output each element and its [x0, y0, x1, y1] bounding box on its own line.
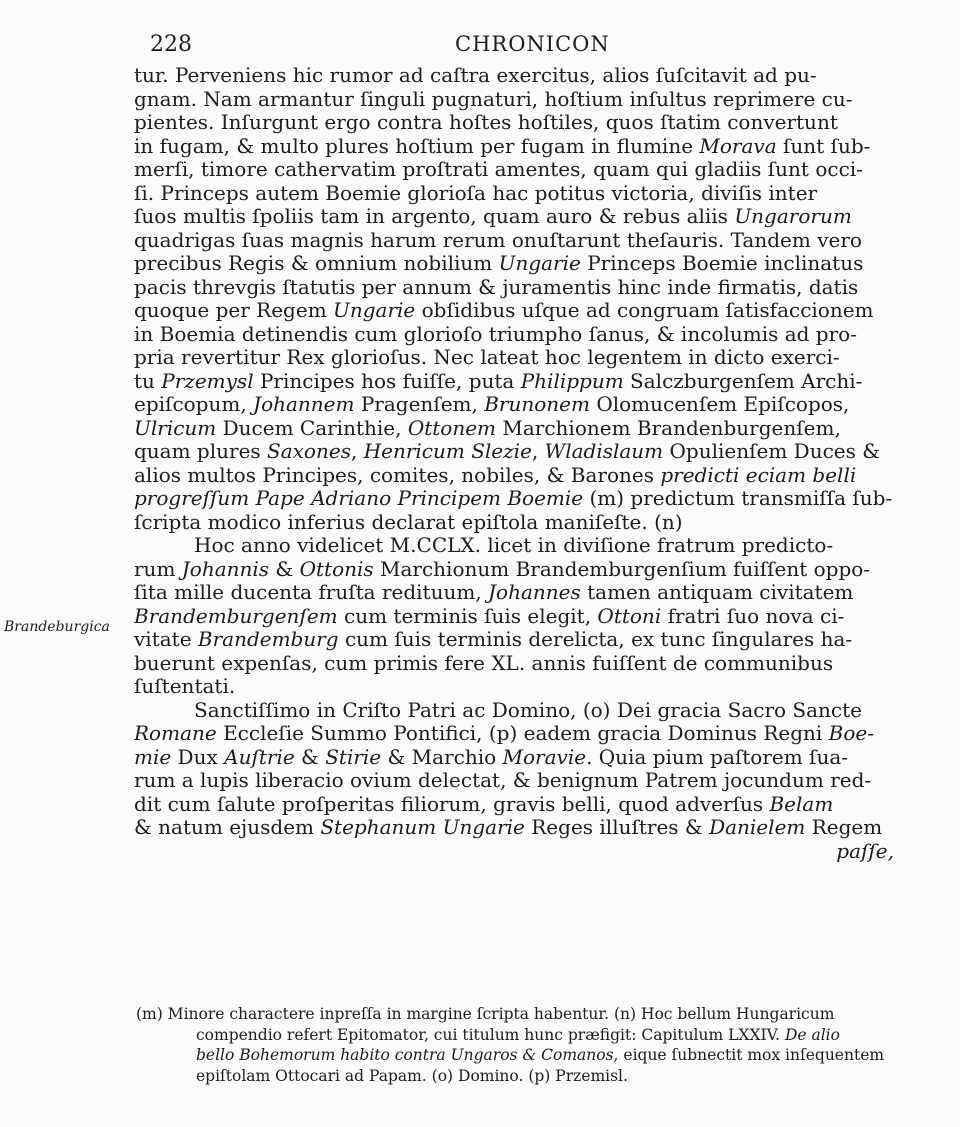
- text: Regem: [805, 816, 883, 839]
- italic-text: mie: [134, 745, 172, 769]
- text-line: [134, 323, 924, 347]
- text: in Boemia detinendis cum glorioſo triumpho ſanus, & incolumis ad pro-: [134, 322, 857, 346]
- text: Dux: [171, 745, 225, 769]
- text-line: [134, 581, 924, 605]
- italic-text: Ottonis: [299, 557, 374, 581]
- text-line: [134, 464, 924, 488]
- italic-text: Romane: [134, 722, 217, 745]
- italic-text: Brandemburg: [197, 628, 339, 651]
- text: Olomucenſem Epiſcopos,: [589, 393, 850, 416]
- text: ,: [531, 440, 545, 463]
- main-text: [134, 64, 924, 863]
- text-line: [134, 746, 924, 770]
- text: gnam. Nam armantur ſinguli pugnaturi, hoſtium inſultus reprimere cu-: [134, 87, 853, 111]
- text: & Marchio: [381, 745, 503, 769]
- italic-text: Boe-: [828, 722, 875, 745]
- text: quam plures: [134, 440, 268, 463]
- text: tu: [134, 369, 162, 393]
- italic-text: Wladislaum: [544, 440, 664, 463]
- text: Opulienſem Duces &: [663, 440, 881, 463]
- footnotes: [136, 1004, 926, 1086]
- text: alios multos Principes, comites, nobiles, & Barones: [134, 463, 661, 487]
- text-line: [134, 487, 924, 511]
- footnote-line: [136, 1025, 926, 1046]
- text: ſuos multis ſpoliis tam in argento, quam auro & rebus aliis: [134, 205, 735, 228]
- text: quadrigas ſuas magnis harum rerum onuſtarunt theſauris. Tandem vero: [134, 228, 862, 252]
- italic-text: Danielem: [709, 816, 806, 839]
- text: (m) predictum transmiſſa ſub-: [583, 487, 893, 510]
- text: rum a lupis liberacio ovium delectat, & benignum Patrem jocundum red-: [134, 769, 872, 792]
- text-line: [134, 652, 924, 676]
- text: Eccleſie Summo Pontifici, (p) eadem gracia Dominus Regni: [216, 722, 829, 745]
- text: Marchionum Brandemburgenſium fuiſſent oppo-: [373, 557, 871, 581]
- italic-text: Ungarie: [498, 252, 581, 275]
- text: fratri ſuo nova ci-: [661, 604, 845, 628]
- text: dit cum ſalute proſperitas filiorum, gravis belli, quod adverſus: [134, 792, 770, 816]
- text-line: [134, 252, 924, 276]
- text-line: [134, 534, 924, 558]
- italic-text: Belam: [769, 792, 834, 816]
- text: &: [294, 745, 326, 769]
- text-line: [134, 628, 924, 652]
- text: Marchionem Brandenburgenſem,: [496, 416, 841, 440]
- italic-text: Henricum Slezie: [363, 440, 532, 463]
- italic-text: Ungarie: [333, 299, 416, 322]
- text-line: [134, 111, 924, 135]
- text: quoque per Regem: [134, 299, 334, 322]
- italic-text: bello Bohemorum habito contra Ungaros & Comanos: [196, 1046, 614, 1064]
- italic-text: Ungarorum: [734, 205, 852, 228]
- text-line: [134, 699, 924, 723]
- text: &: [269, 557, 300, 581]
- text: (m) Minore charactere inpreſſa in margine ſcripta habentur. (n) Hoc bellum Hungaricum: [136, 1005, 835, 1023]
- running-title: CHRONICON: [455, 32, 610, 56]
- text-line: [134, 816, 924, 840]
- italic-text: Morava: [699, 134, 777, 158]
- italic-text: Ottoni: [597, 604, 662, 628]
- text-line: [134, 276, 924, 300]
- margin-note: Brandeburgica: [4, 619, 110, 635]
- text: ſi. Princeps autem Boemie glorioſa hac potitus victoria, diviſis inter: [134, 181, 818, 205]
- italic-text: predicti eciam belli: [660, 463, 857, 487]
- text-line: [134, 182, 924, 206]
- text-line: [134, 675, 924, 699]
- text-line: [134, 64, 924, 88]
- italic-text: Johannis: [181, 557, 270, 581]
- text: Sanctiſſimo in Criſto Patri ac Domino, (o) Dei gracia Sacro Sancte: [194, 698, 862, 722]
- text-line: [134, 605, 924, 629]
- text: precibus Regis & omnium nobilium: [134, 252, 499, 275]
- text-line: [134, 769, 924, 793]
- italic-text: Brandemburgenſem: [134, 604, 338, 628]
- text-line: [134, 722, 924, 746]
- text: merſi, timore cathervatim proſtrati amentes, quam qui gladiis ſunt occi-: [134, 158, 863, 181]
- text: ſunt ſub-: [776, 134, 871, 158]
- text: ſuſtentati.: [134, 675, 236, 698]
- text: ſcripta modico inferius declarat epiſtola maniſeſte. (n): [134, 510, 683, 534]
- text: buerunt expenſas, cum primis fere XL. annis fuiſſent de communibus: [134, 651, 834, 675]
- text: . Quia pium paſtorem ſua-: [586, 745, 849, 769]
- text: pientes. Inſurgunt ergo contra hoſtes hoſtiles, quos ſtatim convertunt: [134, 111, 838, 134]
- italic-text: Johannes: [488, 581, 581, 604]
- italic-text: paſſe,: [836, 839, 894, 863]
- italic-text: Stirie: [325, 745, 382, 769]
- text-line: [134, 135, 924, 159]
- italic-text: Moravie: [502, 745, 587, 769]
- italic-text: Auſtrie: [224, 745, 295, 769]
- text-line: [134, 558, 924, 582]
- page-number: 228: [150, 32, 192, 57]
- text-line: [134, 229, 924, 253]
- text: Salczburgenſem Archi-: [623, 369, 863, 393]
- text: cum terminis ſuis elegit,: [337, 604, 598, 628]
- text: Hoc anno videlicet M.CCLX. licet in diviſione fratrum predicto-: [194, 534, 834, 557]
- text-line: [134, 299, 924, 323]
- page-header: [0, 30, 960, 60]
- text: , eique ſubnectit mox inſequentem: [613, 1046, 885, 1064]
- text-line: [134, 158, 924, 182]
- text-line: [134, 346, 924, 370]
- text: Princeps Boemie inclinatus: [580, 252, 864, 275]
- italic-text: Ulricum: [134, 416, 217, 440]
- italic-text: De alio: [784, 1025, 840, 1044]
- text: rum: [134, 557, 182, 581]
- italic-text: Stephanum Ungarie: [320, 816, 525, 839]
- text: in fugam, & multo plures hoſtium per fugam in flumine: [134, 134, 700, 158]
- text: compendio refert Epitomator, cui titulum hunc præfigit: Capitulum LXXIV.: [196, 1025, 785, 1044]
- italic-text: Brunonem: [484, 393, 590, 416]
- text-line: [134, 417, 924, 441]
- footnote-line: [136, 1045, 926, 1066]
- text: epiſcopum,: [134, 393, 254, 416]
- text: Pragenſem,: [354, 393, 485, 416]
- italic-text: Johannem: [253, 393, 355, 416]
- text: vitate: [134, 628, 198, 651]
- text-line: [134, 205, 924, 229]
- text-line: [134, 88, 924, 112]
- text: tur. Perveniens hic rumor ad caſtra exercitus, alios ſuſcitavit ad pu-: [134, 64, 817, 87]
- text: Reges illuſtres &: [524, 816, 710, 839]
- text: Principes hos fuiſſe, puta: [253, 369, 521, 393]
- text-line: [134, 393, 924, 417]
- text: Ducem Carinthie,: [216, 416, 408, 440]
- italic-text: Ottonem: [407, 416, 497, 440]
- text: epiſtolam Ottocari ad Papam. (o) Domino. (p) Przemisl.: [196, 1066, 628, 1085]
- text-line: [134, 511, 924, 535]
- text: tamen antiquam civitatem: [580, 581, 854, 604]
- text: obſidibus uſque ad congruam ſatisfaccionem: [415, 299, 874, 322]
- footnote-line: [136, 1004, 926, 1025]
- italic-text: progreſſum Pape Adriano Principem Boemie: [134, 487, 584, 510]
- text: pacis threvgis ſtatutis per annum & juramentis hinc inde firmatis, datis: [134, 275, 859, 299]
- text: pria revertitur Rex glorioſus. Nec lateat hoc legentem in dicto exerci-: [134, 346, 840, 369]
- text: ſita mille ducenta fruſta redituum,: [134, 581, 489, 604]
- footnote-line: [136, 1066, 926, 1087]
- text-line: [134, 440, 924, 464]
- text-line: [134, 793, 924, 817]
- text: cum ſuis terminis derelicta, ex tunc ſingulares ha-: [338, 628, 853, 651]
- text-line: [134, 370, 924, 394]
- text: ,: [350, 440, 364, 463]
- text-line: [134, 840, 924, 864]
- text: & natum ejusdem: [134, 816, 321, 839]
- italic-text: Saxones: [267, 440, 351, 463]
- italic-text: Przemysl: [161, 369, 254, 393]
- italic-text: Philippum: [520, 369, 624, 393]
